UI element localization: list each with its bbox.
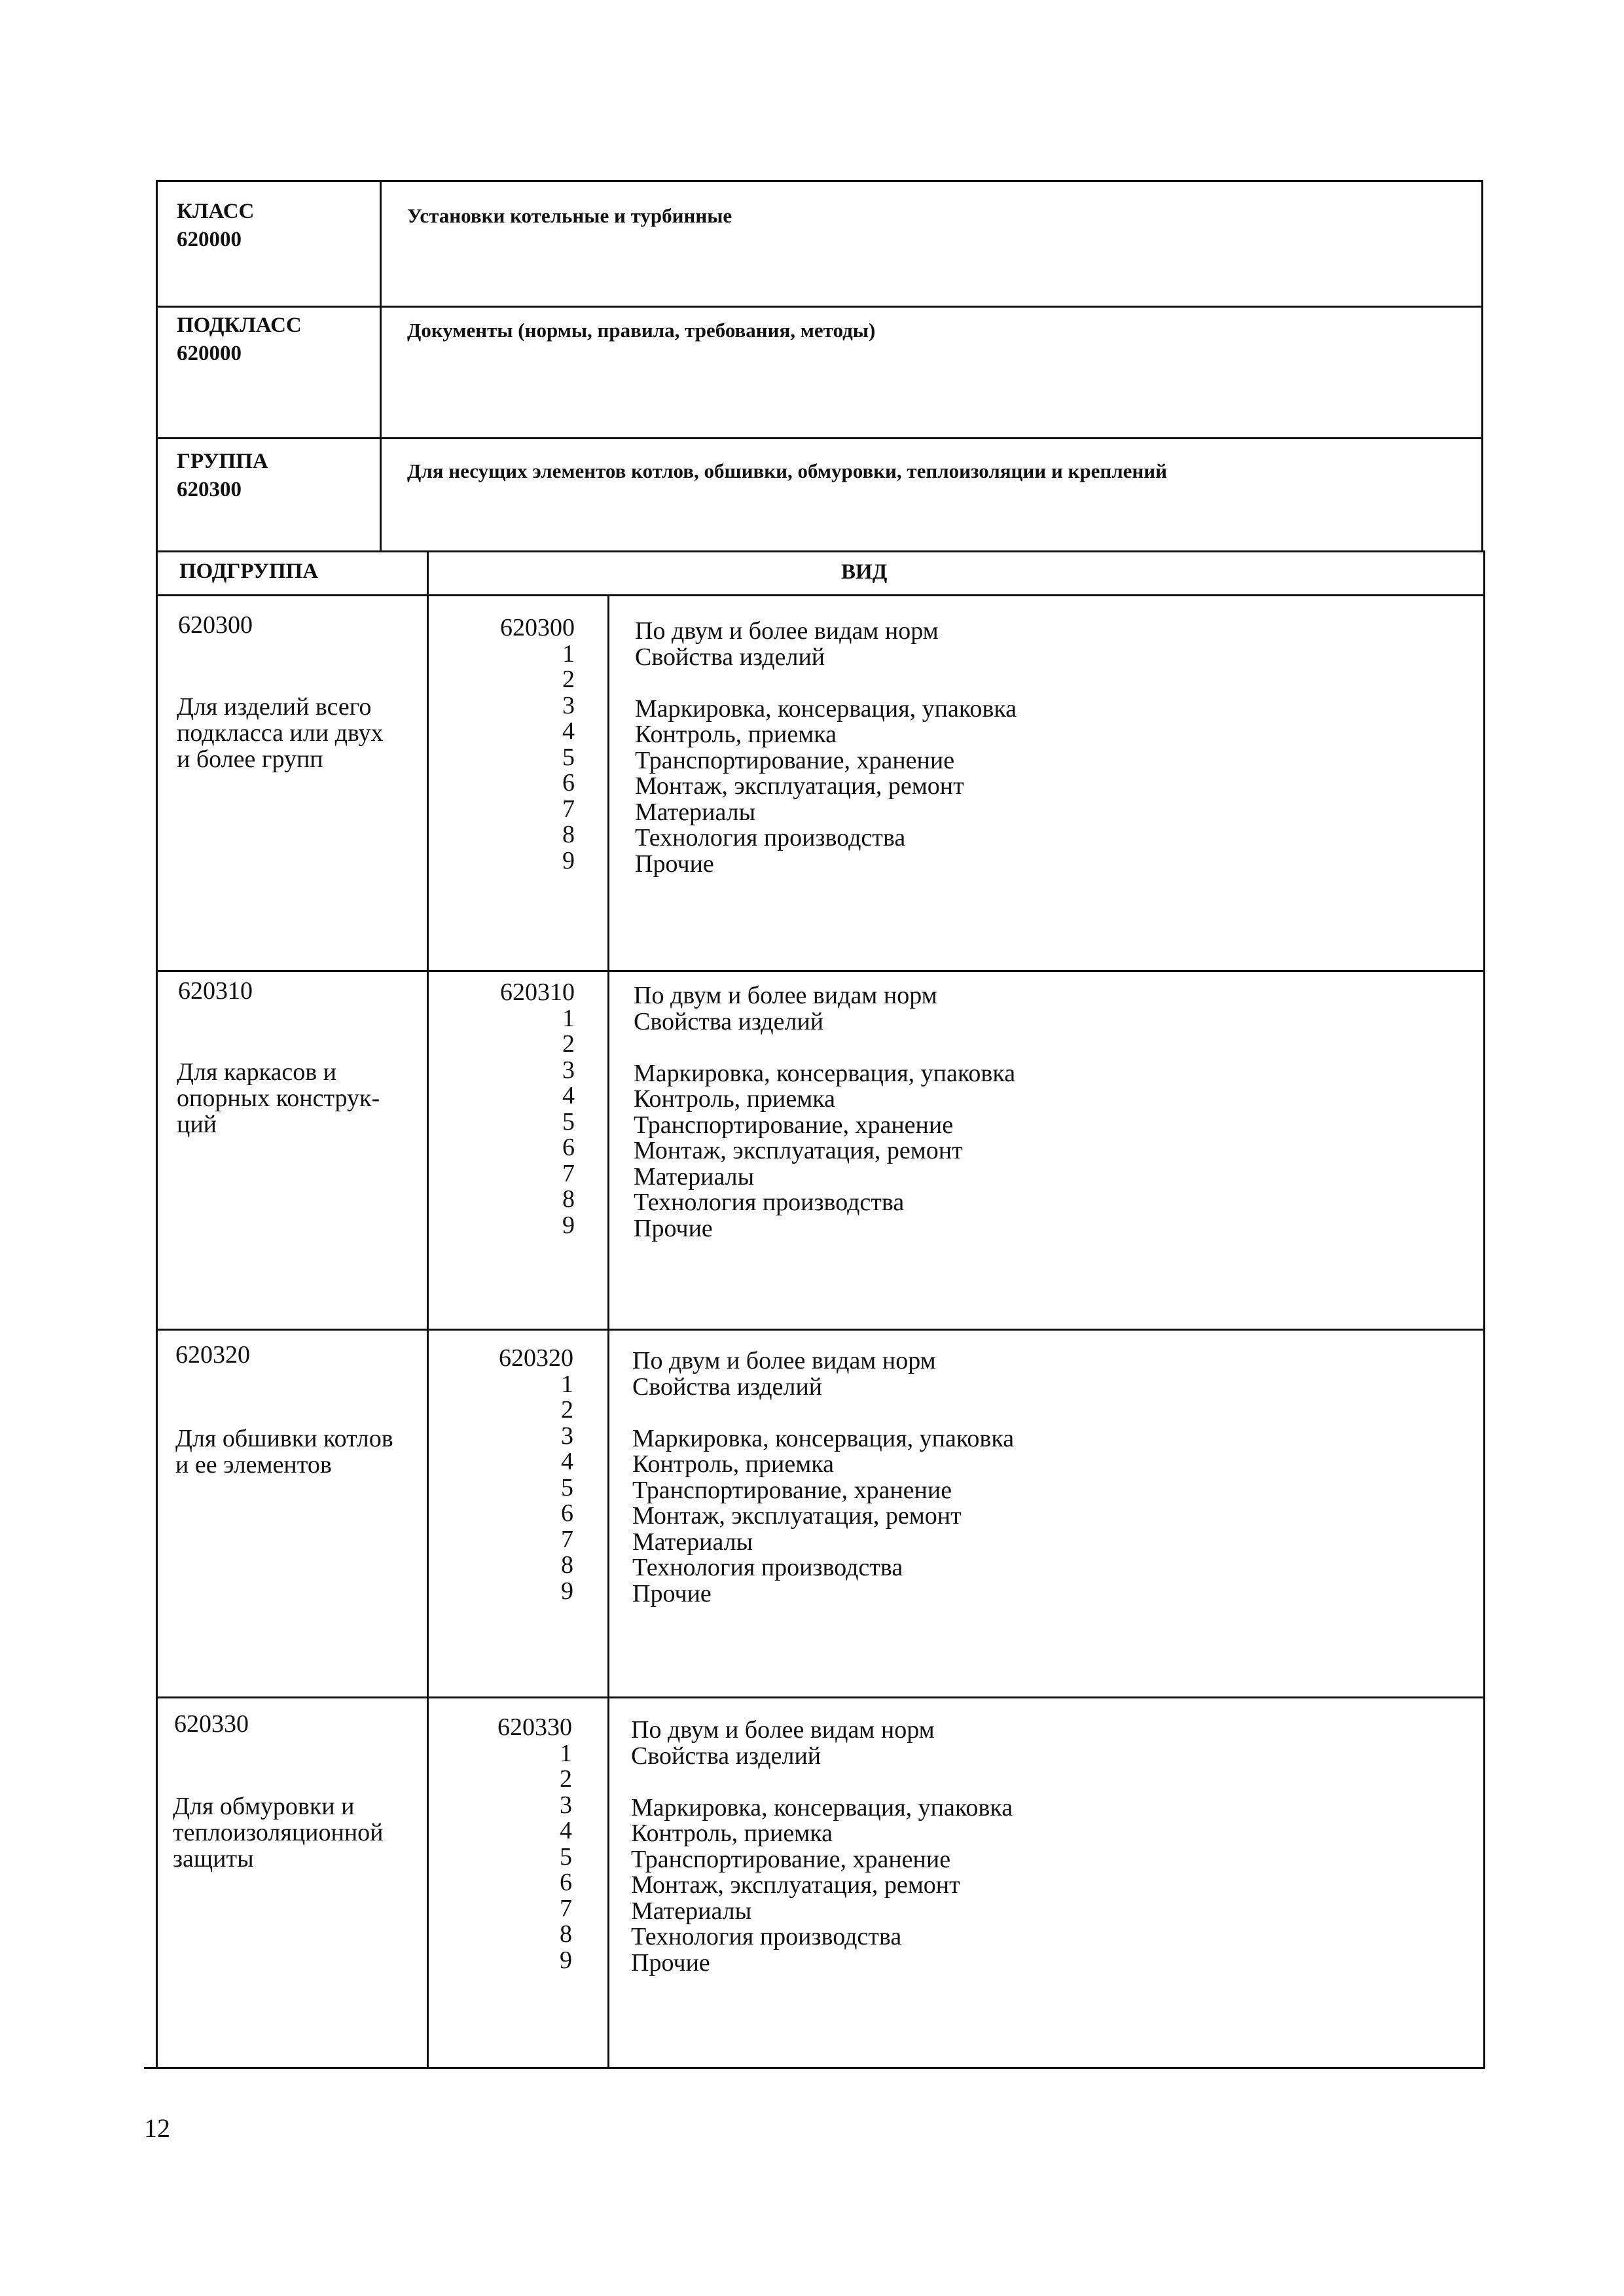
group-code: 620300 (177, 478, 242, 501)
description-line: защиты (173, 1845, 254, 1873)
kind-code: 6 (561, 1499, 573, 1527)
kind-name: Технология производства (632, 1554, 903, 1581)
kind-name-list (632, 1348, 1014, 1607)
kind-code: 620300 (500, 614, 575, 641)
kind-code: 1 (562, 639, 575, 668)
kind-code: 3 (561, 1422, 573, 1450)
kind-name: По двум и более видам норм (631, 1716, 935, 1744)
column-header-subgroup: ПОДГРУППА (179, 560, 319, 583)
kind-name: Материалы (635, 798, 756, 826)
kind-code: 9 (561, 1577, 573, 1605)
kind-name: Прочие (635, 850, 714, 878)
description-line: Для каркасов и (177, 1058, 337, 1086)
subgroup-description (173, 1793, 384, 1872)
description-line: подкласса или двух (177, 719, 384, 747)
class-block (156, 180, 1483, 308)
kind-name: Транспортирование, хранение (634, 1111, 954, 1139)
kind-name: Монтаж, эксплуатация, ремонт (634, 1137, 963, 1164)
description-line: ций (177, 1111, 217, 1138)
section-separator (156, 1696, 1485, 1698)
section-separator (156, 970, 1485, 972)
kind-code: 620330 (497, 1713, 572, 1741)
subclass-title: Документы (нормы, правила, требования, методы) (407, 319, 876, 342)
class-label-block (177, 198, 254, 254)
description-line: и ее элементов (175, 1451, 332, 1479)
table-bottom-border (144, 2067, 1485, 2069)
kind-name-list (634, 983, 1015, 1242)
kind-code: 2 (562, 666, 575, 693)
kind-code: 1 (560, 1739, 572, 1767)
kind-code: 8 (560, 1920, 572, 1948)
kind-code: 1 (562, 1004, 575, 1032)
kind-name (635, 670, 1017, 696)
kind-name: Маркировка, консервация, упаковка (632, 1424, 1015, 1452)
kind-code: 4 (561, 1448, 573, 1475)
subgroup-code: 620300 (178, 611, 253, 639)
kind-name (631, 1769, 1013, 1795)
table-top-border (156, 550, 1485, 552)
kind-name: Монтаж, эксплуатация, ремонт (635, 772, 964, 800)
kind-name: Монтаж, эксплуатация, ремонт (632, 1502, 962, 1530)
kind-name: Материалы (631, 1897, 752, 1925)
kind-code: 9 (562, 1211, 575, 1239)
kind-name: Прочие (632, 1579, 712, 1607)
kind-name: Свойства изделий (635, 643, 825, 671)
kind-name: Транспортирование, хранение (631, 1845, 951, 1873)
group-block (156, 437, 1483, 552)
subclass-code: 620000 (177, 342, 242, 365)
kind-code: 9 (562, 846, 575, 874)
subgroup-description (177, 1059, 380, 1138)
kind-code: 3 (562, 691, 575, 719)
subgroup-kind-divider (427, 550, 429, 2069)
kind-name: По двум и более видам норм (632, 1347, 936, 1374)
subclass-label: ПОДКЛАСС (177, 314, 302, 337)
kind-code: 6 (560, 1869, 572, 1896)
kind-name: Прочие (631, 1948, 710, 1977)
description-line: опорных конструк- (177, 1085, 380, 1112)
kind-code: 620310 (500, 978, 575, 1006)
section-separator (156, 1329, 1485, 1331)
kind-code-list (450, 980, 575, 1238)
column-header-bottom-border (156, 594, 1485, 596)
subgroup-code: 620320 (175, 1341, 250, 1369)
kind-code: 7 (560, 1894, 572, 1922)
kind-code: 7 (561, 1525, 573, 1553)
kind-code: 5 (561, 1473, 573, 1501)
kind-code: 2 (560, 1765, 572, 1793)
kind-name: По двум и более видам норм (635, 617, 939, 645)
kind-code-list (450, 615, 575, 874)
kind-name: Технология производства (631, 1923, 902, 1950)
page-number: 12 (144, 2113, 170, 2143)
kind-code: 3 (560, 1791, 572, 1819)
kind-name: Прочие (634, 1214, 713, 1242)
kind-name: Маркировка, консервация, упаковка (635, 694, 1017, 723)
kind-code: 7 (562, 795, 575, 823)
kind-code: 9 (560, 1946, 572, 1974)
kind-name: Свойства изделий (634, 1007, 824, 1035)
kind-code: 4 (560, 1817, 572, 1844)
description-line: и более групп (177, 745, 323, 773)
kind-code: 5 (560, 1842, 572, 1871)
group-label-block (177, 448, 268, 504)
description-line: Для изделий всего (177, 693, 372, 721)
description-line: теплоизоляционной (173, 1819, 384, 1846)
kind-code: 2 (562, 1030, 575, 1058)
kind-name: Свойства изделий (632, 1372, 823, 1401)
kind-code: 5 (562, 1107, 575, 1136)
class-title: Установки котельные и турбинные (407, 204, 732, 227)
subgroup-code: 620330 (174, 1710, 249, 1738)
kind-code-list (449, 1715, 572, 1973)
kind-code-list (450, 1346, 573, 1604)
description-line: Для обмуровки и (173, 1793, 355, 1820)
kind-code: 4 (562, 717, 575, 745)
class-code: 620000 (177, 228, 242, 251)
description-line: Для обшивки котлов (175, 1425, 393, 1452)
subclass-label-block (177, 312, 302, 368)
column-header-kind: ВИД (841, 560, 888, 584)
class-label: КЛАСС (177, 200, 255, 223)
kind-name: Транспортирование, хранение (632, 1476, 952, 1504)
table-left-border (156, 550, 158, 2067)
kind-name-list (631, 1717, 1013, 1976)
kind-code: 8 (562, 1185, 575, 1213)
kind-code: 2 (561, 1396, 573, 1424)
kind-code: 8 (561, 1551, 573, 1579)
kind-name: Технология производства (635, 824, 906, 852)
subgroup-code: 620310 (178, 977, 253, 1005)
kind-name: Маркировка, консервация, упаковка (631, 1793, 1013, 1821)
kind-name (634, 1035, 1015, 1061)
kind-code: 7 (562, 1159, 575, 1187)
kind-code: 620320 (499, 1344, 573, 1372)
kind-name: Материалы (634, 1162, 755, 1191)
kind-name: Контроль, приемка (635, 721, 837, 748)
kind-code: 8 (562, 821, 575, 848)
kind-name-list (635, 619, 1017, 877)
subgroup-description (177, 694, 384, 772)
kind-name: Контроль, приемка (632, 1450, 834, 1478)
kind-name: Транспортирование, хранение (635, 746, 955, 774)
kind-name: По двум и более видам норм (634, 982, 937, 1009)
kind-name: Контроль, приемка (634, 1085, 835, 1113)
code-name-divider (607, 594, 609, 2069)
kind-name: Свойства изделий (631, 1742, 821, 1770)
kind-code: 5 (562, 743, 575, 771)
kind-code: 6 (562, 769, 575, 797)
kind-name (632, 1400, 1014, 1426)
kind-code: 1 (561, 1370, 573, 1398)
kind-code: 4 (562, 1082, 575, 1109)
group-title: Для несущих элементов котлов, обшивки, обмуровки, теплоизоляции и креплений (407, 459, 1167, 482)
kind-name: Монтаж, эксплуатация, ремонт (631, 1871, 960, 1899)
kind-name: Маркировка, консервация, упаковка (634, 1059, 1016, 1087)
kind-code: 6 (562, 1134, 575, 1161)
kind-name: Материалы (632, 1528, 753, 1556)
subgroup-description (175, 1426, 393, 1478)
group-label: ГРУППА (177, 450, 268, 473)
kind-code: 3 (562, 1056, 575, 1084)
table-right-border (1483, 550, 1485, 2069)
kind-name: Технология производства (634, 1189, 905, 1216)
kind-name: Контроль, приемка (631, 1820, 833, 1847)
